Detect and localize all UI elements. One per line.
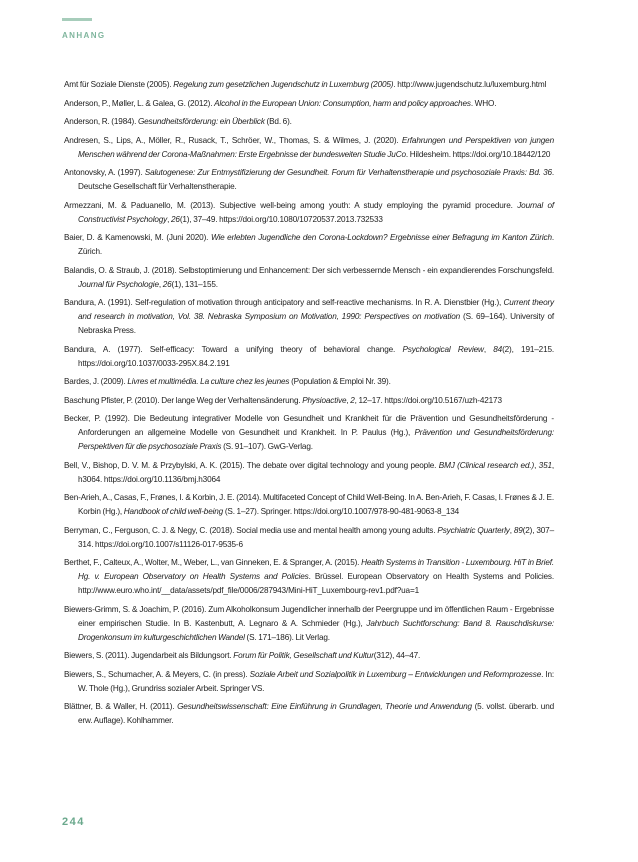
reference-text: (1), 37–49. https://doi.org/10.1080/10720537.2013.732533 xyxy=(179,214,383,224)
reference-text: . http://www.jugendschutz.lu/luxemburg.html xyxy=(393,80,547,89)
reference-entry xyxy=(64,700,554,728)
reference-italic-text: Erfahrungen und Perspektiven von jungen Menschen während der Corona-Maßnahmen: Erste Ergebnisse der bundesweiten Studie JuCo xyxy=(78,135,554,159)
reference-entry xyxy=(64,603,554,645)
reference-text: Antonovsky, A. (1997). xyxy=(64,168,145,177)
reference-text: (S. 171–186). Lit Verlag. xyxy=(244,632,330,642)
reference-italic-text: 26 xyxy=(171,214,180,224)
reference-text: , xyxy=(158,279,163,289)
reference-list xyxy=(64,78,554,733)
reference-text: . Deutsche Gesellschaft für Verhaltenstherapie. xyxy=(78,168,554,191)
reference-text: . Zürich. xyxy=(78,233,554,256)
reference-entry xyxy=(64,491,554,519)
reference-text: . WHO. xyxy=(470,98,497,108)
reference-text: (2), 307–314. https://doi.org/10.1007/s11126-017-9535-6 xyxy=(78,525,554,549)
reference-italic-text: Psychiatric Quarterly xyxy=(437,525,510,535)
reference-text: Bell, V., Bishop, D. V. M. & Przybylski, A. K. (2015). The debate over digital technology and young people. xyxy=(64,460,439,470)
reference-text: Amt für Soziale Dienste (2005). xyxy=(64,80,174,89)
reference-entry xyxy=(64,375,554,389)
reference-text: (1), 131–155. xyxy=(171,279,218,289)
reference-text: (2), 191–215. https://doi.org/10.1037/0033-295X.84.2.191 xyxy=(78,344,555,368)
reference-italic-text: 84 xyxy=(493,344,503,354)
reference-text: Bandura, A. (1977). Self-efficacy: Toward a unifying theory of behavioral change. xyxy=(64,344,403,354)
reference-text: (S. 91–107). GwG-Verlag. xyxy=(221,442,313,451)
reference-text: Anderson, R. (1984). xyxy=(64,117,138,126)
reference-italic-text: Prävention und Gesundheitsförderung: Perspektiven für die psychosoziale Praxis xyxy=(78,428,554,451)
reference-italic-text: Gesundheitsförderung: ein Überblick xyxy=(137,117,265,126)
reference-italic-text: BMJ (Clinical research ed.) xyxy=(438,460,535,470)
reference-text: Baier, D. & Kamenowski, M. (Juni 2020). xyxy=(64,233,211,242)
reference-italic-text: Salutogenese: Zur Entmystifizierung der Gesundheit. Forum für Verhaltenstherapie und psychosoziale Praxis: Bd. 36 xyxy=(144,168,552,177)
reference-text: Ben-Arieh, A., Casas, F., Frønes, I. & Korbin, J. E. (2014). Multifaceted Concept of Child Well-Being. In A. Ben-Arieh, F. Casas, I. Frønes & J. E. Korbin (Hg.), xyxy=(64,493,554,516)
reference-text: . Hildesheim. https://doi.org/10.18442/120 xyxy=(405,149,551,159)
reference-italic-text: Journal of Constructivist Psychology xyxy=(78,200,555,224)
reference-italic-text: Journal für Psychologie xyxy=(78,279,159,289)
reference-text: Balandis, O. & Straub, J. (2018). Selbstoptimierung und Enhancement: Der sich verbessernde Mensch - ein expandierendes Forschungsfeld. xyxy=(64,265,554,275)
reference-entry xyxy=(64,264,554,292)
reference-text: Biewers-Grimm, S. & Joachim, P. (2016). Zum Alkoholkonsum Jugendlicher innerhalb der Peergruppe und im öffentlichen Raum - Ergebnisse einer empirischen Studie. In B. Kastenbutt, A. Legnaro & A. Schmieder (Hg.), xyxy=(64,604,554,628)
reference-text: Anderson, P., Møller, L. & Galea, G. (2012). xyxy=(64,98,215,108)
reference-text: Andresen, S., Lips, A., Möller, R., Rusack, T., Schröer, W., Thomas, S. & Wilmes, J. (2020). xyxy=(64,135,402,145)
reference-italic-text: Alcohol in the European Union: Consumption, harm and policy approaches xyxy=(214,98,471,108)
reference-text: , xyxy=(346,395,351,405)
reference-entry xyxy=(64,134,554,162)
reference-text: (S. 69–164). University of Nebraska Press. xyxy=(78,312,555,335)
reference-text: , xyxy=(509,525,514,535)
reference-italic-text: Current theory and research in motivation, Vol. 38. Nebraska Symposium on Motivation, 1990: Perspectives on motivation xyxy=(78,298,554,321)
reference-italic-text: Forum für Politik, Gesellschaft und Kultur xyxy=(233,651,374,660)
reference-text: . In: W. Thole (Hg.), Grundriss sozialer Arbeit. Springer VS. xyxy=(78,669,554,693)
reference-entry xyxy=(64,459,554,487)
reference-text: , xyxy=(534,460,539,470)
reference-italic-text: Physioactive xyxy=(302,395,347,405)
reference-entry xyxy=(64,231,554,259)
reference-italic-text: 26 xyxy=(162,279,172,289)
reference-italic-text: 2 xyxy=(350,395,355,405)
reference-entry xyxy=(64,115,554,129)
reference-text: Bandura, A. (1991). Self-regulation of motivation through anticipatory and self-reactive mechanisms. In R. A. Dienstbier (Hg.), xyxy=(64,298,504,307)
reference-entry xyxy=(64,296,554,338)
reference-italic-text: 351 xyxy=(538,460,552,470)
reference-italic-text: Livres et multimédia. La culture chez les jeunes xyxy=(127,377,290,386)
reference-italic-text: Regelung zum gesetzlichen Jugendschutz in Luxemburg (2005) xyxy=(173,80,394,89)
reference-italic-text: Soziale Arbeit und Sozialpolitik in Luxemburg – Entwicklungen und Reformprozesse xyxy=(249,669,542,679)
reference-text: Baschung Pfister, P. (2010). Der lange Weg der Verhaltensänderung. xyxy=(64,395,303,405)
reference-text: Berryman, C., Ferguson, C. J. & Negy, C. (2018). Social media use and mental health among young adults. xyxy=(64,525,438,535)
reference-entry xyxy=(64,649,554,663)
reference-text: , 12–17. https://doi.org/10.5167/uzh-42173 xyxy=(354,395,502,405)
reference-entry xyxy=(64,668,554,696)
reference-text: Armezzani, M. & Paduanello, M. (2013). Subjective well-being among youth: A study employing the pyramid procedure. xyxy=(64,200,518,210)
reference-text: (Population & Emploi Nr. 39). xyxy=(289,377,391,386)
reference-italic-text: Health Systems in Transition - Luxembourg. HiT in Brief. Hg. v. European Observatory on Health Systems and Policies xyxy=(78,558,554,581)
reference-text: (5. vollst. überarb. und erw. Auflage). Kohlhammer. xyxy=(78,702,555,725)
reference-italic-text: Psychological Review xyxy=(402,344,484,354)
reference-entry xyxy=(64,97,554,111)
reference-entry xyxy=(64,199,554,227)
header-accent-bar xyxy=(62,18,92,21)
section-label: ANHANG xyxy=(62,31,106,40)
reference-text: Becker, P. (1992). Die Bedeutung integrativer Modelle von Gesundheit und Krankheit für die Prävention und Gesundheitsförderung - Anforderungen an allgemeine Modelle von Gesundheit und Krankheit. In P. Paulus (Hg.), xyxy=(64,414,554,437)
reference-italic-text: 89 xyxy=(513,525,523,535)
reference-text: . Brüssel. European Observatory on Health Systems and Policies. http://www.euro.who.int/__data/assets/pdf_file/0006/287943/Mini-HiT_Luxembourg-rev1.pdf?ua=1 xyxy=(78,572,554,595)
reference-text: Bardes, J. (2009). xyxy=(64,377,128,386)
reference-italic-text: Gesundheitswissenschaft: Eine Einführung in Grundlagen, Theorie und Anwendung xyxy=(177,702,472,711)
reference-entry xyxy=(64,78,554,92)
reference-text: Biewers, S. (2011). Jugendarbeit als Bildungsort. xyxy=(64,651,234,660)
reference-italic-text: Wie erlebten Jugendliche den Corona-Lockdown? Ergebnisse einer Befragung im Kanton Zürich xyxy=(210,233,552,242)
reference-entry xyxy=(64,524,554,552)
page-number: 244 xyxy=(62,816,85,828)
reference-text: , xyxy=(167,214,171,224)
reference-italic-text: Jahrbuch Suchtforschung: Band 8. Rauschdiskurse: Drogenkonsum im kulturgeschichtlichen Wandel xyxy=(78,618,554,642)
reference-entry xyxy=(64,556,554,598)
reference-text: , h3064. https://doi.org/10.1136/bmj.h3064 xyxy=(78,460,555,484)
reference-entry xyxy=(64,343,554,371)
reference-italic-text: Handbook of child well-being xyxy=(123,507,224,516)
reference-text: (S. 1–27). Springer. https://doi.org/10.1007/978-90-481-9063-8_134 xyxy=(223,507,460,516)
reference-entry xyxy=(64,394,554,408)
reference-text: Blättner, B. & Waller, H. (2011). xyxy=(64,702,178,711)
reference-text: Biewers, S., Schumacher, A. & Meyers, C. (in press). xyxy=(64,669,250,679)
reference-text: Berthet, F., Calteux, A., Wolter, M., Weber, L., van Ginneken, E. & Spranger, A. (2015). xyxy=(64,558,362,567)
reference-text: , xyxy=(483,344,494,354)
reference-text: (Bd. 6). xyxy=(264,117,292,126)
reference-text: (312), 44–47. xyxy=(373,651,421,660)
reference-entry xyxy=(64,412,554,454)
reference-entry xyxy=(64,166,554,194)
